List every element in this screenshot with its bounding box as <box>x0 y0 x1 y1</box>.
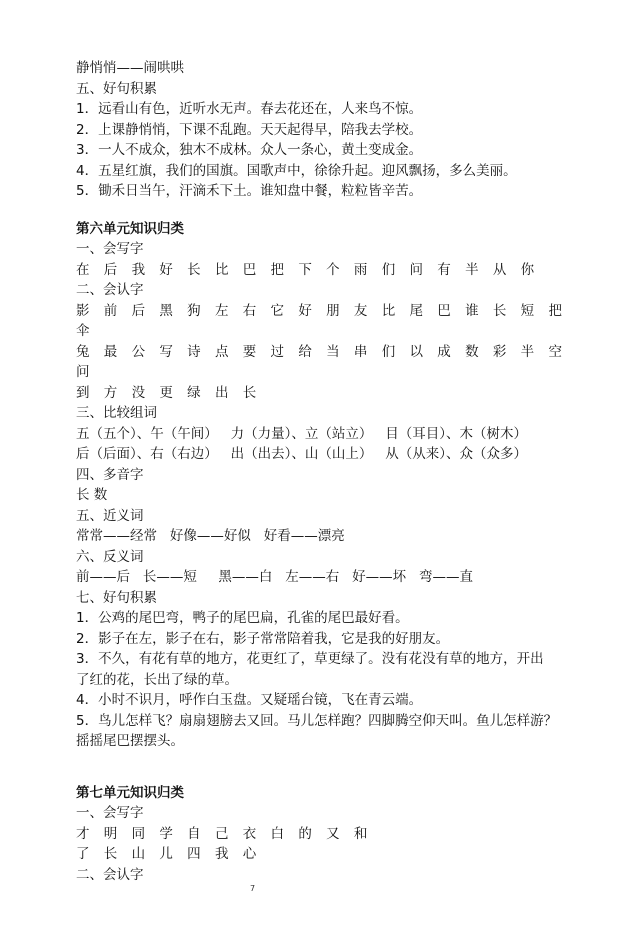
sentence-item: 5．锄禾日当午，汗滴禾下土。谁知盘中餐，粒粒皆辛苦。 <box>76 183 423 199</box>
sentence-item: 2．上课静悄悄，下课不乱跑。天天起得早，陪我去学校。 <box>76 121 423 138</box>
section-heading: 二、会认字 <box>76 866 144 883</box>
section-heading: 三、比较组词 <box>76 405 157 421</box>
page-number: 7 <box>250 884 256 893</box>
unit6-title: 第六单元知识归类 <box>76 220 184 237</box>
antonyms: 前——后 长——短 黑——白 左——右 好——坏 弯——直 <box>76 569 473 585</box>
section-heading: 六、反义词 <box>76 548 144 565</box>
compare-words: 五（五个）、午（午间） 力（力量）、立（站立） 目（耳目）、木（树木） <box>76 425 527 442</box>
write-chars: 了 长 山 儿 四 我 心 <box>76 846 262 862</box>
sentence-item: 1．公鸡的尾巴弯，鸭子的尾巴扁，孔雀的尾巴最好看。 <box>76 610 409 626</box>
sentence-item: 1．远看山有色，近听水无声。春去花还在，人来鸟不惊。 <box>76 101 423 117</box>
sentence-item: 3．一人不成众，独木不成林。众人一条心，黄土变成金。 <box>76 142 423 158</box>
section-heading: 五、近义词 <box>76 507 144 524</box>
synonyms: 常常——经常 好像——好似 好看——漂亮 <box>76 528 345 544</box>
section-heading: 五、好句积累 <box>76 80 157 97</box>
sentence-item: 5．鸟儿怎样飞？扇扇翅膀去又回。马儿怎样跑？四脚腾空仰天叫。鱼儿怎样游？ <box>76 712 558 729</box>
write-chars: 才 明 同 学 自 己 衣 白 的 又 和 <box>76 825 373 842</box>
sentence-item: 3．不久，有花有草的地方，花更红了，草更绿了。没有花没有草的地方，开出 <box>76 651 544 667</box>
unit7-title: 第七单元知识归类 <box>76 784 184 801</box>
section-heading: 四、多音字 <box>76 466 144 483</box>
polyphones: 长 数 <box>76 487 108 503</box>
read-chars: 伞 <box>76 323 95 339</box>
read-chars: 到 方 没 更 绿 出 长 <box>76 384 262 401</box>
sentence-item: 4．五星红旗，我们的国旗。国歌声中，徐徐升起。迎风飘扬，多么美丽。 <box>76 162 517 179</box>
sentence-item: 2．影子在左，影子在右，影子常常陪着我，它是我的好朋友。 <box>76 630 450 647</box>
sentence-item: 4．小时不识月，呼作白玉盘。又疑瑶台镜，飞在青云端。 <box>76 692 423 708</box>
sentence-item: 摇摇尾巴摆摆头。 <box>76 733 184 749</box>
section-heading: 一、会写字 <box>76 805 144 821</box>
read-chars: 影 前 后 黑 狗 左 右 它 好 朋 友 比 尾 巴 谁 长 短 把 <box>76 302 567 319</box>
antonym-pair: 静悄悄——闹哄哄 <box>76 60 184 76</box>
write-chars: 在 后 我 好 长 比 巴 把 下 个 雨 们 问 有 半 从 你 <box>76 261 540 278</box>
read-chars: 问 <box>76 364 95 380</box>
read-chars: 兔 最 公 写 诗 点 要 过 给 当 串 们 以 成 数 彩 半 空 <box>76 343 567 360</box>
section-heading: 一、会写字 <box>76 241 144 257</box>
sentence-item: 了红的花，长出了绿的草。 <box>76 671 238 688</box>
compare-words: 后（后面）、右（右边） 出（出去）、山（山上） 从（从来）、众（众多） <box>76 446 527 462</box>
section-heading: 二、会认字 <box>76 282 144 298</box>
document-page <box>76 58 576 885</box>
section-heading: 七、好句积累 <box>76 589 157 606</box>
